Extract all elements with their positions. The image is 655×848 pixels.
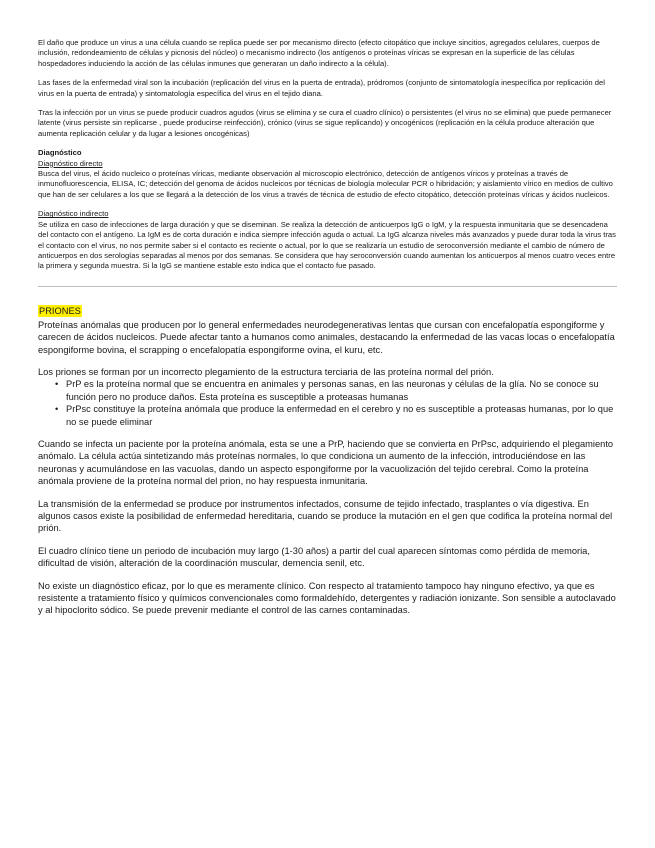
viral-phases-paragraph: Las fases de la enfermedad viral son la incubación (replicación del virus en la puerta de entrada), pródromos (conjunto de sintomatología inespecífica por replicación del virus en la puerta de entrada) y sintomatología específica del virus en el tejido diana.	[38, 78, 605, 98]
list-item: • PrPsc constituye la proteína anómala que produce la enfermedad en el cerebro y no es susceptible a proteasas humanas, por lo que no se puede eliminar	[66, 403, 617, 428]
priones-transmission-paragraph: La transmisión de la enfermedad se produce por instrumentos infectados, consume de tejido infectado, trasplantes o vía digestiva. En algunos casos existe la posibilidad de enfermedad hereditaria, cuando se produce la mutación en el gen que codifica la proteína normal del prión.	[38, 498, 613, 534]
priones-formation-paragraph: Los priones se forman por un incorrecto plegamiento de la estructura terciaria de las proteína normal del prión.	[38, 366, 494, 377]
priones-clinical-paragraph: El cuadro clínico tiene un periodo de incubación muy largo (1-30 años) a partir del cual aparecen síntomas como pérdida de memoria, dificultad de visión, alteración de la coordinación muscular, demencia senil, etc.	[38, 545, 590, 569]
priones-section	[38, 301, 617, 617]
priones-title: PRIONES	[39, 305, 81, 316]
priones-infection-paragraph: Cuando se infecta un paciente por la proteína anómala, esta se une a PrP, haciendo que se convierta en PrPsc, adquiriendo el plegamiento anómalo. La célula actúa sintetizando más proteínas normales, lo que condiciona un aumento de la infección, introduciéndose en las neuronas y acumulándose en las vacuolas, dando un aspecto espongiforme por la vacuolización del tejido cerebral. Como la proteína anómala proviene de la proteína normal del prion, no hay respuesta inmunitaria.	[38, 438, 614, 487]
list-item: • PrP es la proteína normal que se encuentra en animales y personas sanas, en las neuronas y células de la glía. No se conoce su función pero no produce daños. Esta proteína es susceptible a proteasas humanas	[66, 378, 617, 403]
priones-diagnosis-paragraph: No existe un diagnóstico eficaz, por lo que es meramente clínico. Con respecto al tratamiento tampoco hay ninguno efectivo, ya que es resistente a tratamiento físico y químicos convencionales como formaldehído, detergentes y radiación ionizante. Son sensible a autoclavado y al hipoclorito sódico. Se puede prevenir mediante el control de las carnes contaminadas.	[38, 580, 616, 616]
diagnostico-indirecto-heading: Diagnóstico indirecto	[38, 209, 109, 219]
prion-protein-list	[38, 378, 617, 428]
virus-section	[38, 38, 617, 272]
section-divider	[38, 286, 617, 287]
diagnostico-heading: Diagnóstico	[38, 148, 82, 158]
infection-outcomes-paragraph: Tras la infección por un virus se puede producir cuadros agudos (virus se elimina y se cura el cuadro clínico) o persistentes (el virus no se elimina) que puede permanecer latente (virus persiste sin replicarse , puede producirse reinfección), crónico (virus se sigue replicando) y oncogénicos (replicación en la célula produce alteración que aumenta replicación celular y da lugar a lesiones oncogénicas)	[38, 108, 612, 138]
diagnostico-directo-text: Busca del virus, el ácido nucleico o proteínas víricas, mediante observación al microscopio electrónico, detección de antígenos víricos y proteínas a través de inmunofluorescencia, ELISA, IC; detección del genoma de ácidos nucleicos por técnicas de biología molecular PCR o hibridación; y aislamiento vírico en medios de cultivo que han de ser celulares a los que se llegará a la detección de los virus a través de técnica de estudio de efecto citopático, detección proteínas víricas y ácidos nucleicos.	[38, 169, 613, 199]
diagnostico-directo-heading: Diagnóstico directo	[38, 158, 103, 168]
diagnostico-indirecto-text: Se utiliza en caso de infecciones de larga duración y que se diseminan. Se realiza la detección de anticuerpos IgG o IgM, y la respuesta inmunitaria que se desencadena del contacto con el antígeno. La IgM es de corta duración e indica siempre infección aguda o actual. La IgG alcanza niveles más avanzados y puede durar toda la virus tras el contacto con el virus, no nos permite saber si el contacto es reciente o actual, por lo que se realizaría un estudio de seroconversión mediante el cambio de número de anticuerpos en dos serologías separadas al menos por dos semanas. Se considera que hay seroconversión cuando aumentan los anticuerpos al menos cuatro veces entre la primera y segunda muestra. Si la IgG se mantiene estable esto indica que el contacto fue pasado.	[38, 219, 616, 271]
priones-intro-paragraph: Proteínas anómalas que producen por lo general enfermedades neurodegenerativas lentas que cursan con encefalopatía espongiforme y carecen de ácidos nucleicos. Puede afectar tanto a humanos como animales, destacando la enfermedad de las vacas locas o encefalopatía espongiforme bovina, el scrapping o encefalopatía espongiforme ovina, el kuru, etc.	[38, 319, 615, 355]
virus-damage-paragraph: El daño que produce un virus a una célula cuando se replica puede ser por mecanismo directo (efecto citopático que incluye sincitios, agregados celulares, cuerpos de inclusión, redondeamiento de células y picnosis del núcleo) o mecanismo indirecto (los antígenos o proteínas víricas se expresan en la superficie de las células hospedadores induciendo la acción de las células inmunes que generaran un daño indirecto a la célula).	[38, 38, 600, 68]
